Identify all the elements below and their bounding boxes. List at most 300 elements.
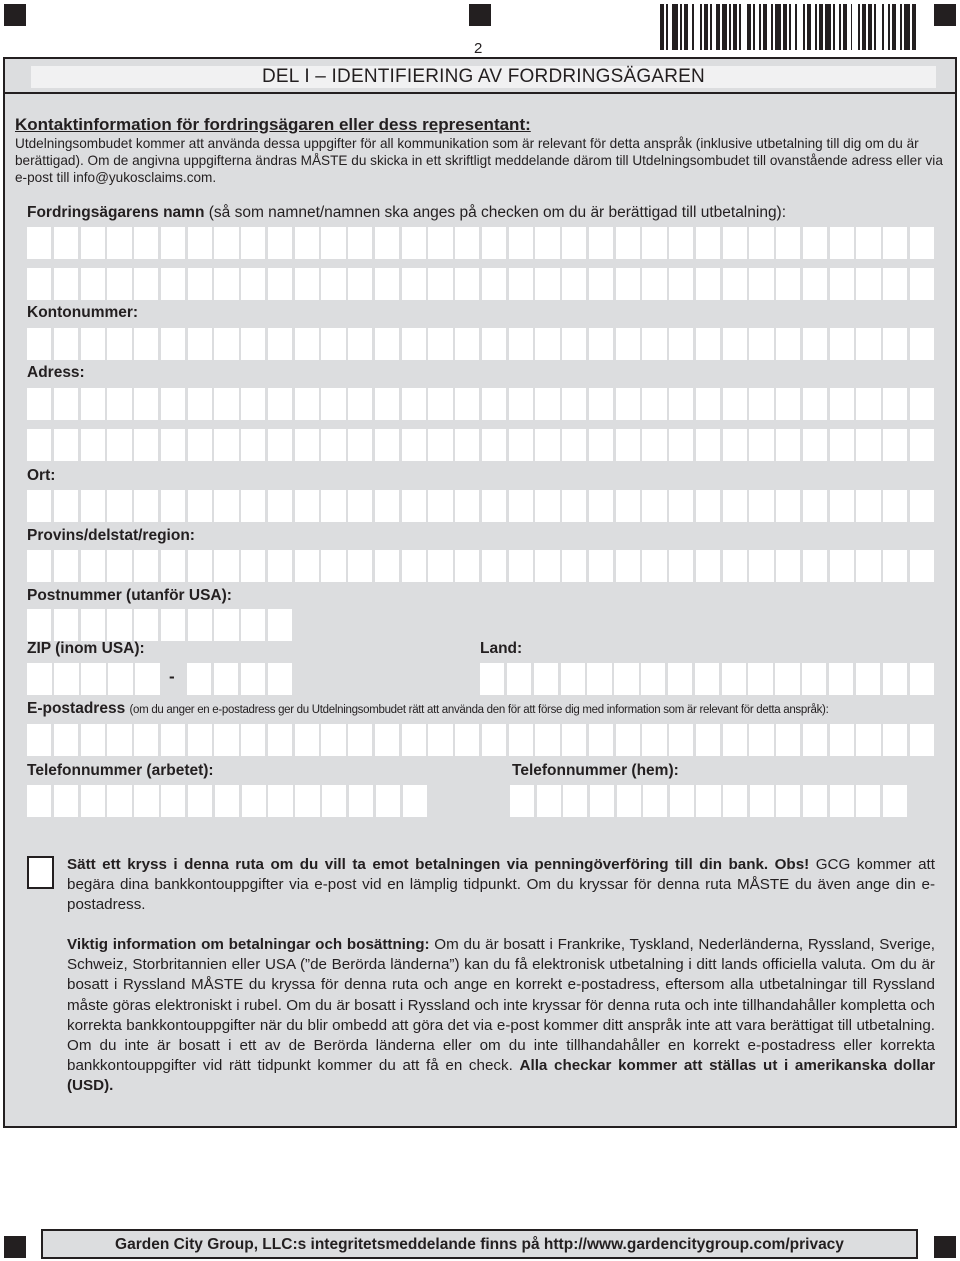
entry-box[interactable] bbox=[749, 550, 773, 582]
entry-box[interactable] bbox=[535, 388, 559, 420]
entry-box[interactable] bbox=[480, 663, 504, 695]
entry-box[interactable] bbox=[482, 328, 506, 360]
entry-box[interactable] bbox=[107, 724, 131, 756]
entry-box[interactable] bbox=[616, 429, 640, 461]
entry-box[interactable] bbox=[27, 227, 51, 259]
entry-box[interactable] bbox=[455, 227, 479, 259]
entry-box[interactable] bbox=[910, 268, 934, 300]
entry-box[interactable] bbox=[402, 724, 426, 756]
entry-box[interactable] bbox=[402, 268, 426, 300]
entry-box[interactable] bbox=[214, 609, 238, 641]
entry-box[interactable] bbox=[696, 490, 720, 522]
entry-box[interactable] bbox=[803, 724, 827, 756]
entry-box[interactable] bbox=[695, 663, 719, 695]
email-boxes[interactable] bbox=[27, 724, 934, 756]
entry-box[interactable] bbox=[776, 724, 800, 756]
entry-box[interactable] bbox=[134, 268, 158, 300]
entry-box[interactable] bbox=[375, 429, 399, 461]
entry-box[interactable] bbox=[509, 227, 533, 259]
entry-box[interactable] bbox=[161, 490, 185, 522]
entry-box[interactable] bbox=[54, 490, 78, 522]
entry-box[interactable] bbox=[642, 268, 666, 300]
entry-box[interactable] bbox=[509, 268, 533, 300]
entry-box[interactable] bbox=[509, 429, 533, 461]
entry-box[interactable] bbox=[321, 490, 345, 522]
entry-box[interactable] bbox=[27, 268, 51, 300]
entry-box[interactable] bbox=[188, 328, 212, 360]
wire-transfer-checkbox[interactable] bbox=[27, 856, 54, 889]
entry-box[interactable] bbox=[134, 724, 158, 756]
entry-box[interactable] bbox=[54, 268, 78, 300]
entry-box[interactable] bbox=[428, 429, 452, 461]
entry-box[interactable] bbox=[27, 724, 51, 756]
entry-box[interactable] bbox=[829, 663, 853, 695]
entry-box[interactable] bbox=[776, 388, 800, 420]
entry-box[interactable] bbox=[241, 429, 265, 461]
entry-box[interactable] bbox=[803, 490, 827, 522]
entry-box[interactable] bbox=[161, 429, 185, 461]
entry-box[interactable] bbox=[348, 268, 372, 300]
entry-box[interactable] bbox=[856, 490, 880, 522]
entry-box[interactable] bbox=[428, 388, 452, 420]
entry-box[interactable] bbox=[668, 663, 692, 695]
entry-box[interactable] bbox=[161, 785, 185, 817]
entry-box[interactable] bbox=[428, 490, 452, 522]
entry-box[interactable] bbox=[214, 429, 238, 461]
entry-box[interactable] bbox=[669, 429, 693, 461]
entry-box[interactable] bbox=[509, 550, 533, 582]
entry-box[interactable] bbox=[54, 663, 79, 695]
entry-box[interactable] bbox=[295, 388, 319, 420]
entry-box[interactable] bbox=[376, 785, 400, 817]
entry-box[interactable] bbox=[188, 490, 212, 522]
entry-box[interactable] bbox=[107, 609, 131, 641]
entry-box[interactable] bbox=[27, 663, 52, 695]
entry-box[interactable] bbox=[428, 550, 452, 582]
entry-box[interactable] bbox=[134, 609, 158, 641]
entry-box[interactable] bbox=[214, 663, 238, 695]
entry-box[interactable] bbox=[482, 490, 506, 522]
entry-box[interactable] bbox=[562, 724, 586, 756]
entry-box[interactable] bbox=[535, 227, 559, 259]
entry-box[interactable] bbox=[455, 388, 479, 420]
entry-box[interactable] bbox=[562, 227, 586, 259]
entry-box[interactable] bbox=[455, 550, 479, 582]
entry-box[interactable] bbox=[616, 490, 640, 522]
entry-box[interactable] bbox=[883, 663, 907, 695]
entry-box[interactable] bbox=[776, 328, 800, 360]
entry-box[interactable] bbox=[509, 328, 533, 360]
entry-box[interactable] bbox=[375, 550, 399, 582]
entry-box[interactable] bbox=[883, 268, 907, 300]
entry-box[interactable] bbox=[428, 227, 452, 259]
entry-box[interactable] bbox=[696, 328, 720, 360]
entry-box[interactable] bbox=[107, 429, 131, 461]
entry-box[interactable] bbox=[134, 429, 158, 461]
entry-box[interactable] bbox=[803, 268, 827, 300]
entry-box[interactable] bbox=[268, 490, 292, 522]
entry-box[interactable] bbox=[241, 663, 265, 695]
entry-box[interactable] bbox=[349, 785, 373, 817]
entry-box[interactable] bbox=[856, 724, 880, 756]
entry-box[interactable] bbox=[910, 227, 934, 259]
entry-box[interactable] bbox=[188, 227, 212, 259]
entry-box[interactable] bbox=[268, 785, 292, 817]
entry-box[interactable] bbox=[590, 785, 614, 817]
entry-box[interactable] bbox=[134, 388, 158, 420]
entry-box[interactable] bbox=[696, 268, 720, 300]
entry-box[interactable] bbox=[642, 227, 666, 259]
entry-box[interactable] bbox=[883, 328, 907, 360]
entry-box[interactable] bbox=[455, 724, 479, 756]
entry-box[interactable] bbox=[81, 268, 105, 300]
entry-box[interactable] bbox=[241, 724, 265, 756]
entry-box[interactable] bbox=[642, 388, 666, 420]
entry-box[interactable] bbox=[669, 328, 693, 360]
entry-box[interactable] bbox=[510, 785, 534, 817]
entry-box[interactable] bbox=[455, 268, 479, 300]
entry-box[interactable] bbox=[883, 429, 907, 461]
entry-box[interactable] bbox=[54, 429, 78, 461]
entry-box[interactable] bbox=[509, 490, 533, 522]
entry-box[interactable] bbox=[188, 268, 212, 300]
entry-box[interactable] bbox=[81, 609, 105, 641]
entry-box[interactable] bbox=[830, 724, 854, 756]
entry-box[interactable] bbox=[589, 490, 613, 522]
entry-box[interactable] bbox=[268, 227, 292, 259]
entry-box[interactable] bbox=[669, 490, 693, 522]
entry-box[interactable] bbox=[696, 550, 720, 582]
phone-home-boxes[interactable] bbox=[510, 785, 907, 817]
entry-box[interactable] bbox=[696, 429, 720, 461]
entry-box[interactable] bbox=[669, 388, 693, 420]
entry-box[interactable] bbox=[54, 609, 78, 641]
entry-box[interactable] bbox=[775, 663, 799, 695]
entry-box[interactable] bbox=[295, 227, 319, 259]
entry-box[interactable] bbox=[856, 785, 880, 817]
entry-box[interactable] bbox=[535, 429, 559, 461]
entry-box[interactable] bbox=[749, 388, 773, 420]
entry-box[interactable] bbox=[402, 227, 426, 259]
entry-box[interactable] bbox=[776, 429, 800, 461]
entry-box[interactable] bbox=[748, 663, 772, 695]
entry-box[interactable] bbox=[268, 663, 292, 695]
entry-box[interactable] bbox=[830, 550, 854, 582]
entry-box[interactable] bbox=[214, 227, 238, 259]
entry-box[interactable] bbox=[723, 268, 747, 300]
entry-box[interactable] bbox=[589, 328, 613, 360]
entry-box[interactable] bbox=[589, 388, 613, 420]
entry-box[interactable] bbox=[856, 663, 880, 695]
entry-box[interactable] bbox=[589, 268, 613, 300]
entry-box[interactable] bbox=[81, 550, 105, 582]
entry-box[interactable] bbox=[295, 785, 319, 817]
entry-box[interactable] bbox=[616, 550, 640, 582]
entry-box[interactable] bbox=[562, 388, 586, 420]
entry-box[interactable] bbox=[81, 724, 105, 756]
entry-box[interactable] bbox=[241, 328, 265, 360]
entry-box[interactable] bbox=[348, 429, 372, 461]
entry-box[interactable] bbox=[830, 490, 854, 522]
entry-box[interactable] bbox=[455, 328, 479, 360]
entry-box[interactable] bbox=[723, 328, 747, 360]
province-boxes[interactable] bbox=[27, 550, 934, 582]
entry-box[interactable] bbox=[54, 388, 78, 420]
entry-box[interactable] bbox=[188, 724, 212, 756]
entry-box[interactable] bbox=[723, 227, 747, 259]
entry-box[interactable] bbox=[187, 663, 211, 695]
entry-box[interactable] bbox=[107, 227, 131, 259]
entry-box[interactable] bbox=[507, 663, 531, 695]
entry-box[interactable] bbox=[348, 724, 372, 756]
entry-box[interactable] bbox=[161, 328, 185, 360]
entry-box[interactable] bbox=[749, 328, 773, 360]
name-boxes-line-1[interactable] bbox=[27, 227, 934, 259]
entry-box[interactable] bbox=[643, 785, 667, 817]
entry-box[interactable] bbox=[803, 429, 827, 461]
entry-box[interactable] bbox=[723, 724, 747, 756]
entry-box[interactable] bbox=[589, 227, 613, 259]
entry-box[interactable] bbox=[321, 227, 345, 259]
entry-box[interactable] bbox=[749, 429, 773, 461]
entry-box[interactable] bbox=[27, 388, 51, 420]
entry-box[interactable] bbox=[482, 388, 506, 420]
entry-box[interactable] bbox=[402, 328, 426, 360]
entry-box[interactable] bbox=[402, 550, 426, 582]
entry-box[interactable] bbox=[81, 785, 105, 817]
entry-box[interactable] bbox=[188, 550, 212, 582]
entry-box[interactable] bbox=[161, 550, 185, 582]
entry-box[interactable] bbox=[348, 388, 372, 420]
entry-box[interactable] bbox=[802, 663, 826, 695]
entry-box[interactable] bbox=[161, 268, 185, 300]
entry-box[interactable] bbox=[107, 785, 131, 817]
entry-box[interactable] bbox=[616, 227, 640, 259]
entry-box[interactable] bbox=[27, 550, 51, 582]
entry-box[interactable] bbox=[883, 490, 907, 522]
entry-box[interactable] bbox=[749, 490, 773, 522]
entry-box[interactable] bbox=[27, 328, 51, 360]
entry-box[interactable] bbox=[241, 550, 265, 582]
entry-box[interactable] bbox=[535, 724, 559, 756]
entry-box[interactable] bbox=[214, 724, 238, 756]
entry-box[interactable] bbox=[509, 388, 533, 420]
entry-box[interactable] bbox=[241, 227, 265, 259]
entry-box[interactable] bbox=[295, 724, 319, 756]
entry-box[interactable] bbox=[776, 227, 800, 259]
entry-box[interactable] bbox=[348, 490, 372, 522]
entry-box[interactable] bbox=[295, 490, 319, 522]
entry-box[interactable] bbox=[669, 268, 693, 300]
entry-box[interactable] bbox=[482, 429, 506, 461]
entry-box[interactable] bbox=[321, 328, 345, 360]
entry-box[interactable] bbox=[375, 328, 399, 360]
entry-box[interactable] bbox=[321, 388, 345, 420]
entry-box[interactable] bbox=[562, 268, 586, 300]
entry-box[interactable] bbox=[268, 328, 292, 360]
entry-box[interactable] bbox=[54, 724, 78, 756]
entry-box[interactable] bbox=[321, 550, 345, 582]
entry-box[interactable] bbox=[482, 227, 506, 259]
entry-box[interactable] bbox=[54, 785, 78, 817]
account-boxes[interactable] bbox=[27, 328, 934, 360]
entry-box[interactable] bbox=[455, 490, 479, 522]
entry-box[interactable] bbox=[803, 328, 827, 360]
entry-box[interactable] bbox=[910, 663, 934, 695]
entry-box[interactable] bbox=[214, 550, 238, 582]
entry-box[interactable] bbox=[696, 227, 720, 259]
postal-boxes[interactable] bbox=[27, 609, 292, 641]
entry-box[interactable] bbox=[403, 785, 427, 817]
entry-box[interactable] bbox=[348, 550, 372, 582]
entry-box[interactable] bbox=[242, 785, 266, 817]
entry-box[interactable] bbox=[295, 550, 319, 582]
entry-box[interactable] bbox=[295, 328, 319, 360]
entry-box[interactable] bbox=[375, 388, 399, 420]
entry-box[interactable] bbox=[750, 785, 774, 817]
entry-box[interactable] bbox=[268, 388, 292, 420]
entry-box[interactable] bbox=[776, 490, 800, 522]
entry-box[interactable] bbox=[883, 785, 907, 817]
entry-box[interactable] bbox=[642, 328, 666, 360]
entry-box[interactable] bbox=[535, 550, 559, 582]
entry-box[interactable] bbox=[642, 724, 666, 756]
entry-box[interactable] bbox=[107, 388, 131, 420]
entry-box[interactable] bbox=[803, 785, 827, 817]
entry-box[interactable] bbox=[616, 328, 640, 360]
entry-box[interactable] bbox=[108, 663, 133, 695]
entry-box[interactable] bbox=[268, 724, 292, 756]
entry-box[interactable] bbox=[27, 785, 51, 817]
entry-box[interactable] bbox=[402, 388, 426, 420]
entry-box[interactable] bbox=[482, 268, 506, 300]
entry-box[interactable] bbox=[776, 268, 800, 300]
entry-box[interactable] bbox=[561, 663, 585, 695]
entry-box[interactable] bbox=[81, 388, 105, 420]
entry-box[interactable] bbox=[856, 388, 880, 420]
address-boxes-line-2[interactable] bbox=[27, 429, 934, 461]
address-boxes-line-1[interactable] bbox=[27, 388, 934, 420]
entry-box[interactable] bbox=[803, 227, 827, 259]
entry-box[interactable] bbox=[161, 227, 185, 259]
entry-box[interactable] bbox=[534, 663, 558, 695]
entry-box[interactable] bbox=[241, 268, 265, 300]
entry-box[interactable] bbox=[803, 550, 827, 582]
entry-box[interactable] bbox=[883, 227, 907, 259]
entry-box[interactable] bbox=[883, 724, 907, 756]
entry-box[interactable] bbox=[856, 550, 880, 582]
entry-box[interactable] bbox=[428, 328, 452, 360]
entry-box[interactable] bbox=[107, 490, 131, 522]
entry-box[interactable] bbox=[589, 724, 613, 756]
entry-box[interactable] bbox=[696, 785, 720, 817]
entry-box[interactable] bbox=[723, 785, 747, 817]
entry-box[interactable] bbox=[268, 550, 292, 582]
entry-box[interactable] bbox=[696, 724, 720, 756]
entry-box[interactable] bbox=[589, 429, 613, 461]
entry-box[interactable] bbox=[616, 388, 640, 420]
entry-box[interactable] bbox=[81, 429, 105, 461]
entry-box[interactable] bbox=[214, 388, 238, 420]
entry-box[interactable] bbox=[562, 429, 586, 461]
entry-box[interactable] bbox=[749, 268, 773, 300]
entry-box[interactable] bbox=[54, 550, 78, 582]
entry-box[interactable] bbox=[830, 328, 854, 360]
entry-box[interactable] bbox=[27, 490, 51, 522]
entry-box[interactable] bbox=[348, 227, 372, 259]
entry-box[interactable] bbox=[535, 268, 559, 300]
entry-box[interactable] bbox=[214, 490, 238, 522]
entry-box[interactable] bbox=[375, 490, 399, 522]
entry-box[interactable] bbox=[402, 490, 426, 522]
entry-box[interactable] bbox=[81, 328, 105, 360]
entry-box[interactable] bbox=[723, 490, 747, 522]
entry-box[interactable] bbox=[883, 388, 907, 420]
entry-box[interactable] bbox=[135, 663, 160, 695]
entry-box[interactable] bbox=[589, 550, 613, 582]
entry-box[interactable] bbox=[642, 550, 666, 582]
entry-box[interactable] bbox=[749, 724, 773, 756]
entry-box[interactable] bbox=[81, 227, 105, 259]
entry-box[interactable] bbox=[910, 328, 934, 360]
entry-box[interactable] bbox=[669, 550, 693, 582]
entry-box[interactable] bbox=[161, 609, 185, 641]
entry-box[interactable] bbox=[428, 268, 452, 300]
entry-box[interactable] bbox=[670, 785, 694, 817]
entry-box[interactable] bbox=[215, 785, 239, 817]
entry-box[interactable] bbox=[107, 268, 131, 300]
entry-box[interactable] bbox=[803, 388, 827, 420]
entry-box[interactable] bbox=[107, 328, 131, 360]
entry-box[interactable] bbox=[268, 429, 292, 461]
entry-box[interactable] bbox=[830, 268, 854, 300]
entry-box[interactable] bbox=[669, 724, 693, 756]
entry-box[interactable] bbox=[161, 388, 185, 420]
entry-box[interactable] bbox=[910, 429, 934, 461]
entry-box[interactable] bbox=[616, 724, 640, 756]
entry-box[interactable] bbox=[830, 429, 854, 461]
entry-box[interactable] bbox=[562, 550, 586, 582]
entry-box[interactable] bbox=[723, 388, 747, 420]
entry-box[interactable] bbox=[669, 227, 693, 259]
entry-box[interactable] bbox=[856, 227, 880, 259]
entry-box[interactable] bbox=[642, 490, 666, 522]
entry-box[interactable] bbox=[563, 785, 587, 817]
entry-box[interactable] bbox=[402, 429, 426, 461]
entry-box[interactable] bbox=[241, 490, 265, 522]
entry-box[interactable] bbox=[722, 663, 746, 695]
entry-box[interactable] bbox=[54, 328, 78, 360]
entry-box[interactable] bbox=[562, 490, 586, 522]
entry-box[interactable] bbox=[723, 550, 747, 582]
entry-box[interactable] bbox=[107, 550, 131, 582]
entry-box[interactable] bbox=[509, 724, 533, 756]
entry-box[interactable] bbox=[830, 227, 854, 259]
entry-box[interactable] bbox=[614, 663, 638, 695]
entry-box[interactable] bbox=[749, 227, 773, 259]
city-boxes[interactable] bbox=[27, 490, 934, 522]
entry-box[interactable] bbox=[910, 490, 934, 522]
entry-box[interactable] bbox=[241, 388, 265, 420]
entry-box[interactable] bbox=[482, 724, 506, 756]
entry-box[interactable] bbox=[268, 268, 292, 300]
entry-box[interactable] bbox=[375, 268, 399, 300]
entry-box[interactable] bbox=[295, 429, 319, 461]
entry-box[interactable] bbox=[910, 550, 934, 582]
entry-box[interactable] bbox=[375, 227, 399, 259]
entry-box[interactable] bbox=[537, 785, 561, 817]
entry-box[interactable] bbox=[27, 429, 51, 461]
